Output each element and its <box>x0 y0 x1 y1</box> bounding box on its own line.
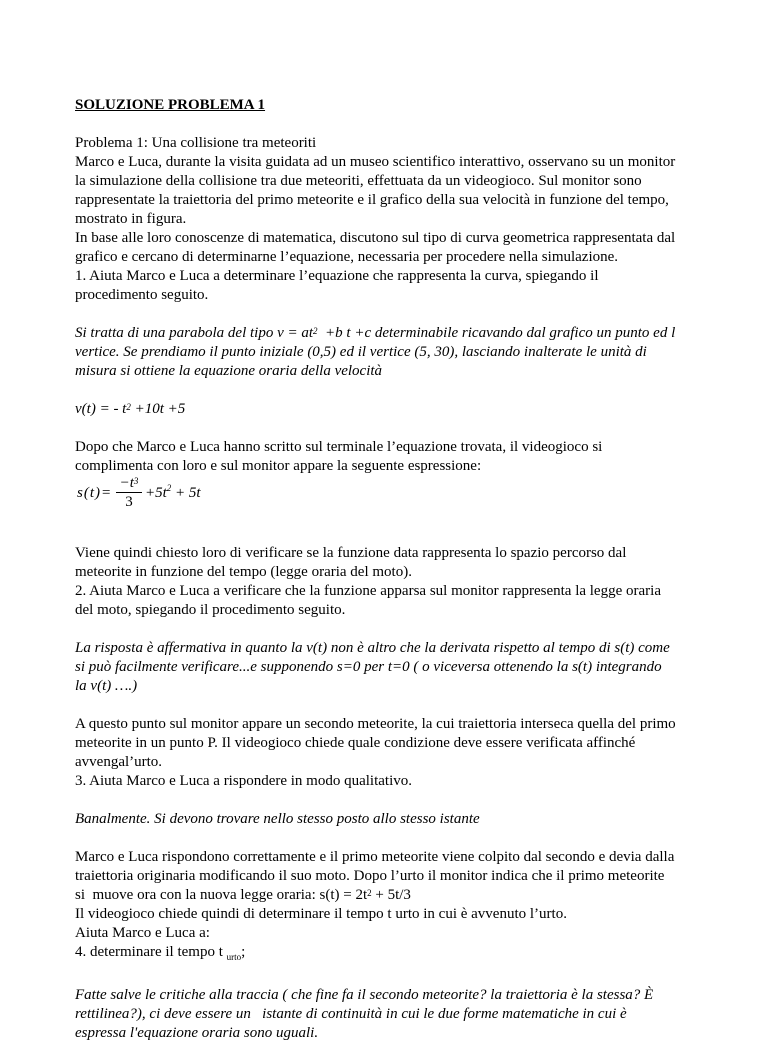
paragraph-line: complimenta con loro e sul monitor appare la seguente espressione: <box>75 458 482 474</box>
paragraph-text: ; <box>241 944 246 960</box>
answer-4-line: espressa l'equazione oraria sono uguali. <box>75 1025 319 1041</box>
answer-3-line: Banalmente. Si devono trovare nello stesso posto allo stesso istante <box>75 811 480 827</box>
exponent: 2 <box>313 326 318 336</box>
paragraph-text: 4. determinare il tempo t <box>75 944 227 960</box>
rhs-text: +5t <box>145 485 167 501</box>
paragraph-line: Marco e Luca rispondono correttamente e il primo meteorite viene colpito dal secondo e devia dalla <box>75 849 675 865</box>
numerator-text: −t <box>119 475 134 491</box>
document-page <box>75 96 715 1043</box>
question-4 <box>75 943 715 967</box>
paragraph-line: avvengal’urto. <box>75 754 163 770</box>
exponent: 3 <box>133 476 139 486</box>
exponent: 2 <box>166 483 172 493</box>
paragraph-line: meteorite in un punto P. Il videogioco chiede quale condizione deve essere verificata affinché <box>75 735 636 751</box>
formula-denominator: 3 <box>125 494 133 510</box>
formula-rhs <box>145 485 201 502</box>
paragraph-line: mostrato in figura. <box>75 211 187 227</box>
exponent: 2 <box>126 402 131 412</box>
displacement-formula <box>75 476 715 516</box>
paragraph-line: la simulazione della collisione tra due meteoriti, effettuata da un videogioco. Sul monitor sono <box>75 173 642 189</box>
equation-text: +10t +5 <box>130 401 186 417</box>
paragraph-line: del moto, spiegando il procedimento seguito. <box>75 602 346 618</box>
answer-2-line: La risposta è affermativa in quanto la v(t) non è altro che la derivata rispetto al tempo di s(t) come <box>75 640 670 656</box>
answer-2-line: si può facilmente verificare...e supponendo s=0 per t=0 ( o viceversa ottenendo la s(t) integrando <box>75 659 662 675</box>
paragraph-line: Dopo che Marco e Luca hanno scritto sul terminale l’equazione trovata, il videogioco si <box>75 439 603 455</box>
subscript: urto <box>226 952 242 962</box>
exponent: 2 <box>367 888 372 898</box>
paragraph-text: si muove ora con la nuova legge oraria: s(t) = 2t <box>75 887 368 903</box>
paragraph-line: meteorite in funzione del tempo (legge oraria del moto). <box>75 564 412 580</box>
paragraph-line: Il videogioco chiede quindi di determinare il tempo t urto in cui è avvenuto l’urto. <box>75 906 567 922</box>
paragraph-line: A questo punto sul monitor appare un secondo meteorite, la cui traiettoria interseca quella del primo <box>75 716 676 732</box>
answer-text: Si tratta di una parabola del tipo v = at <box>75 325 314 341</box>
answer-4-line: rettilinea?), ci deve essere un istante di continuità in cui le due forme matematiche in cui è <box>75 1006 627 1022</box>
answer-text: +b t +c determinabile ricavando dal grafico un punto ed l <box>317 325 676 341</box>
paragraph-line: Aiuta Marco e Luca a: <box>75 925 210 941</box>
paragraph-line: grafico e cercano di determinarne l’equazione, necessaria per procedere nella simulazione. <box>75 249 619 265</box>
answer-1-line <box>75 324 715 343</box>
question-3: 3. Aiuta Marco e Luca a rispondere in modo qualitativo. <box>75 773 412 789</box>
rhs-text: + 5t <box>171 485 201 501</box>
paragraph-line: Viene quindi chiesto loro di verificare se la funzione data rappresenta lo spazio percorso dal <box>75 545 627 561</box>
paragraph-line: traiettoria originaria modificando il suo moto. Dopo l’urto il monitor indica che il primo meteorite <box>75 868 665 884</box>
paragraph-line: rappresentate la traiettoria del primo meteorite e il grafico della sua velocità in funzione del tempo, <box>75 192 669 208</box>
paragraph-line: procedimento seguito. <box>75 287 209 303</box>
formula-fraction <box>116 474 142 511</box>
formula-lhs: s(t)= <box>77 485 113 501</box>
paragraph-text: + 5t/3 <box>371 887 411 903</box>
question-2: 2. Aiuta Marco e Luca a verificare che la funzione apparsa sul monitor rappresenta la legge oraria <box>75 583 661 599</box>
paragraph-line: Marco e Luca, durante la visita guidata ad un museo scientifico interattivo, osservano su un monitor <box>75 154 676 170</box>
answer-2-line: la v(t) ….) <box>75 678 138 694</box>
formula-numerator <box>116 474 142 492</box>
new-law-line <box>75 886 715 905</box>
answer-1-line: misura si ottiene la equazione oraria della velocità <box>75 363 383 379</box>
page-title: SOLUZIONE PROBLEMA 1 <box>75 97 266 113</box>
problem-heading: Problema 1: Una collisione tra meteoriti <box>75 135 317 151</box>
question-1: 1. Aiuta Marco e Luca a determinare l’equazione che rappresenta la curva, spiegando il <box>75 268 599 284</box>
velocity-equation <box>75 400 715 419</box>
equation-text: v(t) = - t <box>75 401 127 417</box>
paragraph-line: In base alle loro conoscenze di matematica, discutono sul tipo di curva geometrica rappresentata dal <box>75 230 676 246</box>
answer-1-line: vertice. Se prendiamo il punto iniziale (0,5) ed il vertice (5, 30), lasciando inalterate le unità di <box>75 344 647 360</box>
answer-4-line: Fatte salve le critiche alla traccia ( che fine fa il secondo meteorite? la traiettoria è la stessa? È <box>75 987 654 1003</box>
